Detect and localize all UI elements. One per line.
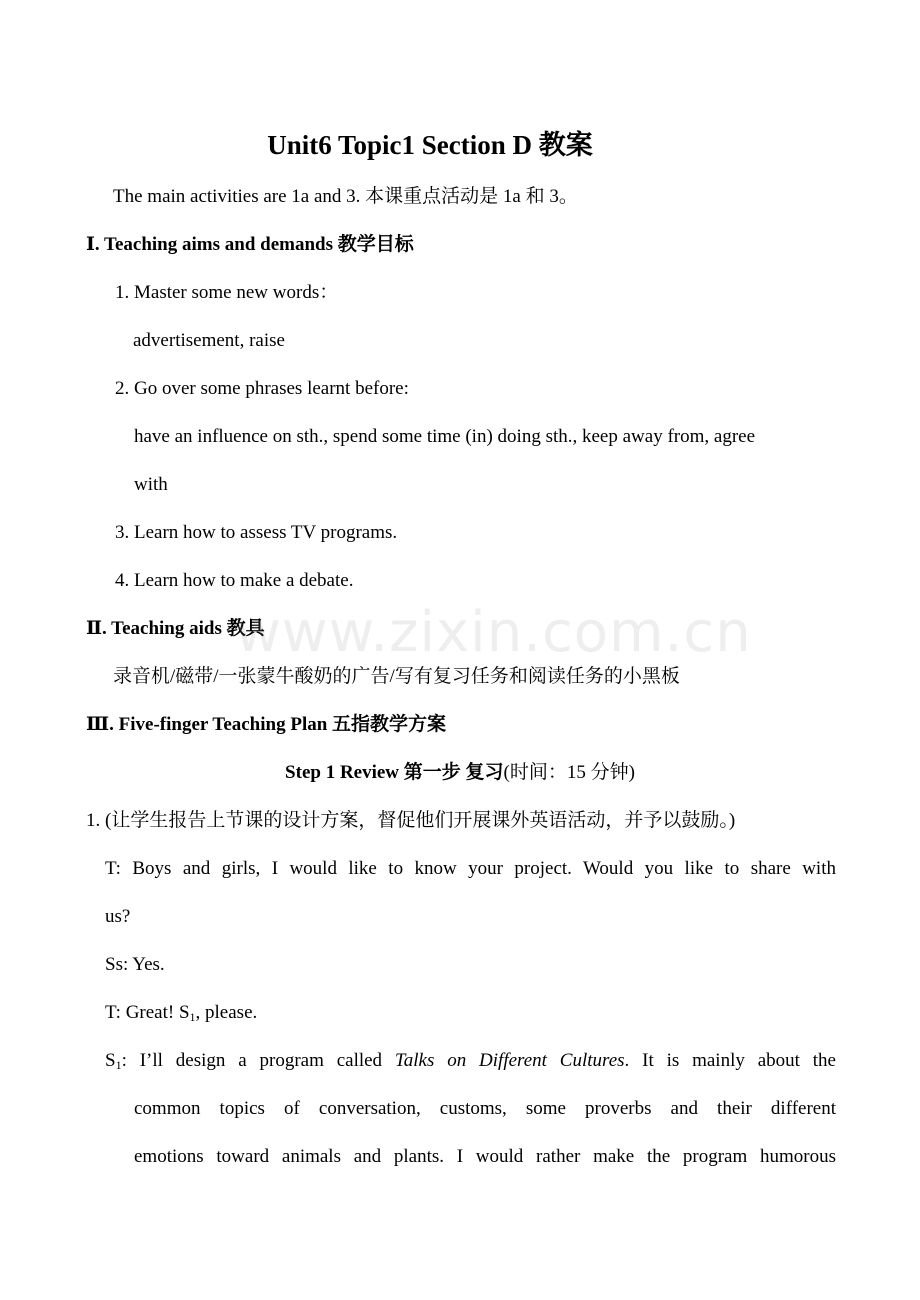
dialogue-line: common topics of conversation, customs, some proverbs and their different xyxy=(134,1098,836,1119)
aim-item: 1. Master some new words： xyxy=(115,282,339,303)
section-1-heading: Ⅰ. Teaching aims and demands 教学目标 xyxy=(86,234,414,255)
dialogue-line: T: Boys and girls, I would like to know your project. Would you like to share with xyxy=(105,858,836,879)
step-item-1: 1. (让学生报告上节课的设计方案，督促他们开展课外英语活动，并予以鼓励。) xyxy=(86,810,736,831)
aim-item: with xyxy=(134,474,168,495)
dialogue-line: emotions toward animals and plants. I would rather make the program humorous xyxy=(134,1146,836,1167)
dialogue-line xyxy=(105,1049,836,1073)
section-3-heading: Ⅲ. Five-finger Teaching Plan 五指教学方案 xyxy=(86,714,447,735)
aim-item: have an influence on sth., spend some time (in) doing sth., keep away from, agree xyxy=(134,426,756,447)
subscript: 1 xyxy=(115,1058,122,1072)
step-heading xyxy=(0,761,920,785)
intro-text: The main activities are 1a and 3. 本课重点活动是 1a 和 3。 xyxy=(113,186,578,207)
aim-item: 2. Go over some phrases learnt before: xyxy=(115,378,409,399)
aim-item: 4. Learn how to make a debate. xyxy=(115,570,354,591)
dialogue-text: : I’ll design a program called xyxy=(121,1050,395,1071)
dialogue-line xyxy=(105,1001,257,1025)
watermark: www.zixin.com.cn xyxy=(235,600,752,665)
aim-item: advertisement, raise xyxy=(133,330,285,351)
page-title: Unit6 Topic1 Section D 教案 xyxy=(267,130,593,160)
dialogue-text: , please. xyxy=(195,1002,258,1023)
speaker-label: S xyxy=(105,1050,116,1071)
step-label: Step 1 Review 第一步 复习 xyxy=(285,762,504,783)
teaching-aids-text: 录音机/磁带/一张蒙牛酸奶的广告/写有复习任务和阅读任务的小黑板 xyxy=(113,666,680,687)
dialogue-text: T: Great! S xyxy=(105,1002,190,1023)
step-time: (时间：15 分钟) xyxy=(503,762,635,783)
program-name: Talks on Different Cultures xyxy=(394,1050,625,1071)
dialogue-line: us? xyxy=(105,906,131,927)
aim-item: 3. Learn how to assess TV programs. xyxy=(115,522,398,543)
section-2-heading: Ⅱ. Teaching aids 教具 xyxy=(86,618,265,639)
subscript: 1 xyxy=(189,1010,196,1024)
dialogue-text: . It is mainly about the xyxy=(624,1050,836,1071)
dialogue-line: Ss: Yes. xyxy=(105,954,165,975)
